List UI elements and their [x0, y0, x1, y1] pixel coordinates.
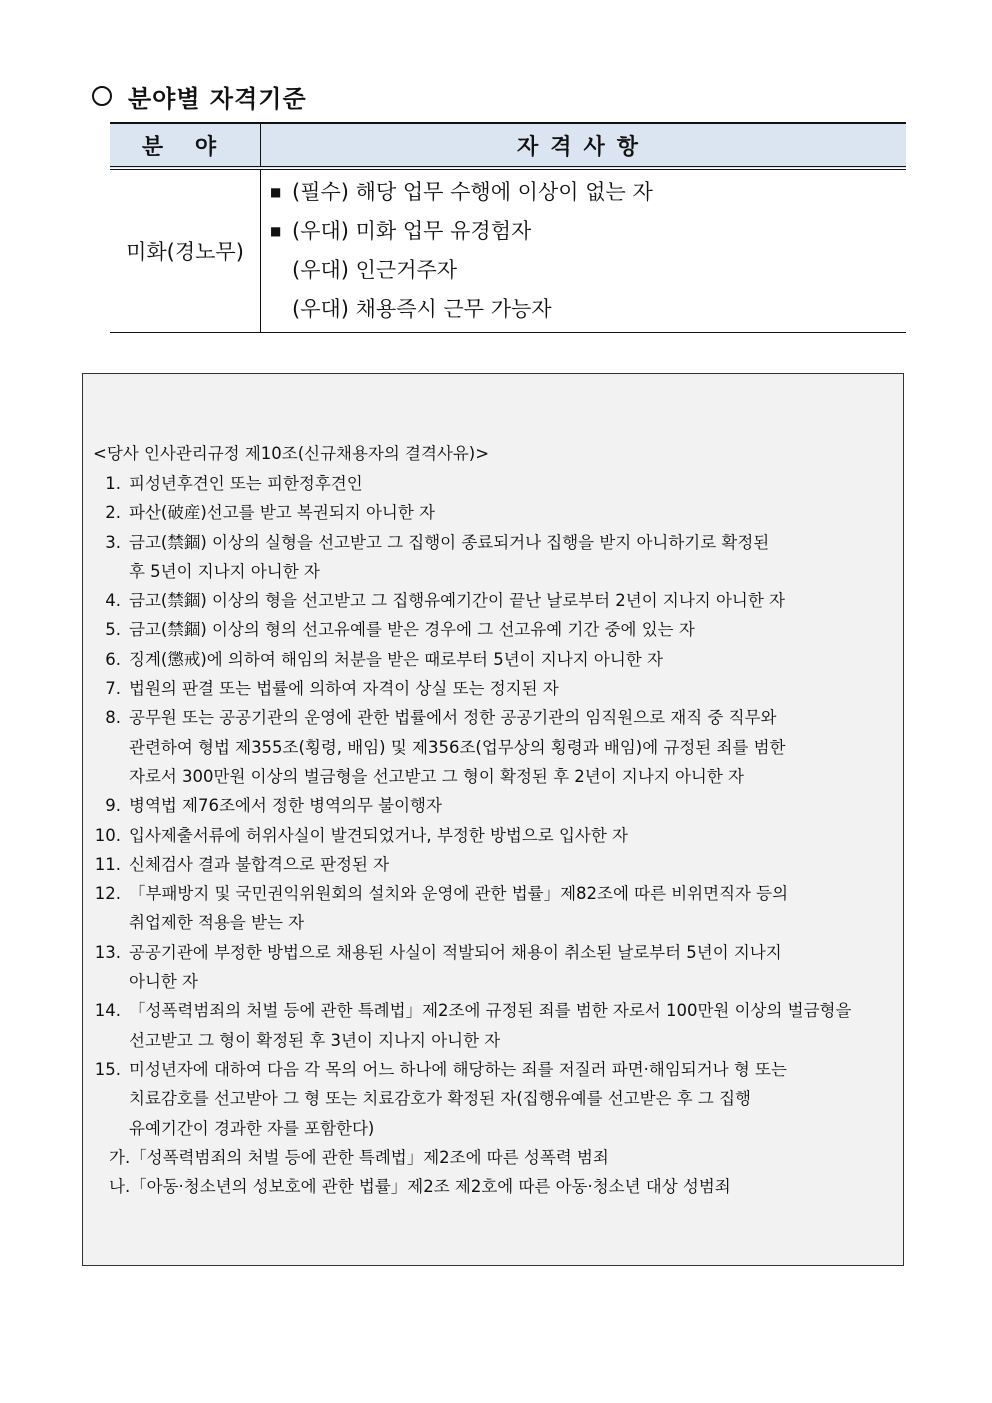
list-item	[91, 850, 897, 879]
item-number: 8.	[105, 708, 121, 728]
qualification-text: (필수) 해당 업무 수행에 이상이 없는 자	[292, 180, 653, 204]
item-number: 12.	[94, 884, 121, 904]
item-number: 10.	[94, 825, 121, 845]
item-number: 2.	[105, 503, 121, 523]
list-item	[91, 469, 897, 498]
item-text: 피성년후견인 또는 피한정후견인	[129, 474, 363, 493]
list-item	[91, 996, 897, 1055]
list-item	[91, 791, 897, 820]
list-item	[91, 586, 897, 615]
section-heading	[92, 76, 307, 116]
list-item	[91, 938, 897, 997]
header-qualifications: 자격사항	[261, 123, 907, 168]
list-item	[91, 674, 897, 703]
item-number: 11.	[94, 854, 121, 874]
item-text: 「성폭력범죄의 처벌 등에 관한 특례법」제2조에 규정된 죄를 범한 자로서 100만원 이상의 벌금형을 선고받고 그 형이 확정된 후 3년이 지나지 아니한 자	[129, 1001, 852, 1050]
item-text: 「부패방지 및 국민권익위원회의 설치와 운영에 관한 법률」제82조에 따른 비위면직자 등의 취업제한 적용을 받는 자	[129, 884, 789, 933]
rules-list	[91, 469, 897, 1143]
item-text: 공공기관에 부정한 방법으로 채용된 사실이 적발되어 채용이 취소된 날로부터 5년이 지나지 아니한 자	[129, 942, 782, 992]
rules-sub-list	[109, 1143, 731, 1202]
item-text: 징계(懲戒)에 의하여 해임의 처분을 받은 때로부터 5년이 지나지 아니한 자	[129, 649, 663, 669]
circle-bullet-icon	[92, 86, 112, 106]
item-number: 5.	[105, 620, 121, 640]
field-cell: 미화(경노무)	[110, 168, 261, 333]
list-item	[91, 645, 897, 674]
list-item	[91, 1055, 897, 1143]
square-bullet-icon: ■	[270, 224, 282, 238]
item-number: 9.	[105, 796, 121, 816]
item-number: 15.	[94, 1059, 121, 1079]
item-number: 4.	[105, 591, 121, 611]
item-text: 미성년자에 대하여 다음 각 목의 어느 하나에 해당하는 죄를 저질러 파면·해임되거나 형 또는 치료감호를 선고받아 그 형 또는 치료감호가 확정된 자(집행유예를 선고받은 후 그 집행 유예기간이 경과한 자를 포함한다)	[129, 1059, 787, 1138]
item-text: 금고(禁錮) 이상의 형의 선고유예를 받은 경우에 그 선고유예 기간 중에 있는 자	[129, 620, 695, 640]
table-row	[110, 168, 906, 333]
qualification-table	[110, 122, 906, 333]
rules-title: <당사 인사관리규정 제10조(신규채용자의 결격사유)>	[93, 444, 490, 463]
item-text: 금고(禁錮) 이상의 실형을 선고받고 그 집행이 종료되거나 집행을 받지 아니하기로 확정된 후 5년이 지나지 아니한 자	[129, 532, 770, 581]
qualification-item	[270, 251, 905, 290]
list-item	[91, 498, 897, 527]
list-item	[91, 703, 897, 791]
item-text: 병역법 제76조에서 정한 병역의무 불이행자	[129, 796, 442, 816]
qualification-item	[270, 212, 905, 251]
item-number: 1.	[105, 474, 121, 493]
qualification-list	[262, 171, 905, 331]
item-text: 금고(禁錮) 이상의 형을 선고받고 그 집행유예기간이 끝난 날로부터 2년이 지나지 아니한 자	[129, 591, 785, 611]
item-number: 3.	[105, 532, 121, 552]
item-text: 파산(破産)선고를 받고 복권되지 아니한 자	[129, 503, 435, 523]
qualification-item	[270, 173, 905, 212]
qualification-text: (우대) 채용즉시 근무 가능자	[292, 297, 552, 321]
qualification-text: (우대) 미화 업무 유경험자	[292, 219, 532, 243]
disqualification-box	[82, 373, 904, 1266]
sub-list-item: 나.「아동·청소년의 성보호에 관한 법률」제2조 제2호에 따른 아동·청소년 대상 성범죄	[109, 1177, 731, 1197]
list-item	[91, 615, 897, 644]
table-header-row	[110, 123, 906, 168]
item-text: 입사제출서류에 허위사실이 발견되었거나, 부정한 방법으로 입사한 자	[129, 825, 628, 845]
qualification-text: (우대) 인근거주자	[292, 258, 458, 282]
item-number: 14.	[94, 1001, 121, 1021]
item-text: 공무원 또는 공공기관의 운영에 관한 법률에서 정한 공공기관의 임직원으로 재직 중 직무와 관련하여 형법 제355조(횡령, 배임) 및 제356조(업무상의 횡령과 배임)에 규정된 죄를 범한 자로서 300만원 이상의 벌금형을 선고받고 그 형이 확정된 후 2년이 지나지 아니한 자	[129, 708, 786, 786]
qualification-cell	[261, 168, 907, 333]
item-number: 6.	[105, 649, 121, 669]
item-number: 7.	[105, 679, 121, 699]
qualification-item	[270, 290, 905, 329]
header-field: 분 야	[110, 123, 261, 168]
item-text: 신체검사 결과 불합격으로 판정된 자	[129, 854, 390, 874]
section-title: 분야별 자격기준	[128, 83, 307, 113]
list-item	[91, 879, 897, 938]
sub-list-item: 가.「성폭력범죄의 처벌 등에 관한 특례법」제2조에 따른 성폭력 범죄	[109, 1148, 609, 1167]
square-bullet-icon: ■	[270, 185, 282, 199]
list-item	[91, 528, 897, 587]
item-text: 법원의 판결 또는 법률에 의하여 자격이 상실 또는 정지된 자	[129, 679, 559, 699]
item-number: 13.	[94, 942, 121, 962]
list-item	[91, 821, 897, 850]
